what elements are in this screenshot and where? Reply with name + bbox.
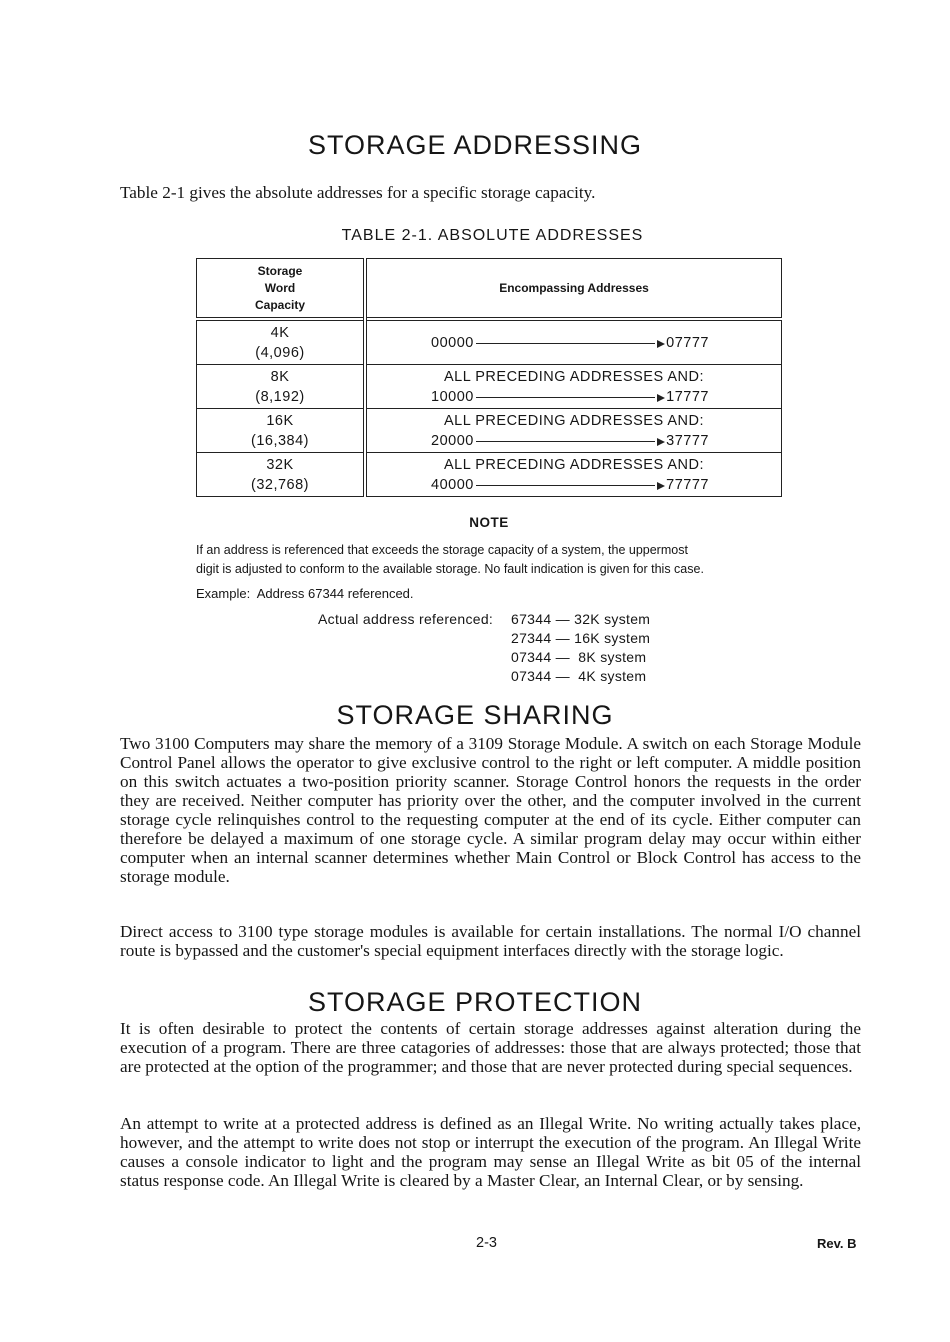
table-header-row bbox=[197, 259, 782, 320]
range-start: 00000 bbox=[431, 334, 474, 351]
capacity-cell bbox=[197, 365, 366, 409]
capacity-cell bbox=[197, 453, 366, 497]
table-caption: TABLE 2-1. ABSOLUTE ADDRESSES bbox=[341, 227, 644, 244]
note-line-2: digit is adjusted to conform to the available storage. No fault indication is given for this case. bbox=[196, 562, 704, 576]
note-line-1: If an address is referenced that exceeds the storage capacity of a system, the uppermost bbox=[196, 543, 688, 557]
actual-address-label: Actual address referenced: bbox=[318, 611, 494, 627]
note-heading: NOTE bbox=[469, 515, 509, 530]
capacity-words: (32,768) bbox=[250, 476, 309, 493]
sharing-paragraph-2: Direct access to 3100 type storage modules is available for certain installations. The normal I/O channel route is bypassed and the customer's special equipment interfaces directly with the storage logic. bbox=[120, 922, 861, 960]
range-end: 17777 bbox=[666, 388, 709, 405]
capacity-value: 16K bbox=[266, 412, 294, 429]
range-start: 10000 bbox=[431, 388, 474, 405]
table-row bbox=[197, 365, 782, 409]
section-title-storage-protection: STORAGE PROTECTION bbox=[307, 987, 643, 1017]
protection-paragraph-2: An attempt to write at a protected address is defined as an Illegal Write. No writing actually takes place, however, and the attempt to write does not stop or interrupt the execution of the program. An Illegal Write causes a console indicator to light and the program may sense an Illegal Write as bit 05 of the internal status response code. An Illegal Write is cleared by a Master Clear, an Internal Clear, or by sensing. bbox=[120, 1114, 861, 1190]
example-8k: 07344 — 8K system bbox=[511, 649, 647, 665]
preceding-note: ALL PRECEDING ADDRESSES AND: bbox=[443, 368, 705, 385]
capacity-value: 8K bbox=[270, 368, 290, 385]
sharing-paragraph-1: Two 3100 Computers may share the memory of a 3109 Storage Module. A switch on each Storage Module Control Panel allows the operator to give exclusive control to the right or left computer. A middle position on this switch actuates a two-position priority scanner. Storage Control honors the requests in the order they are received. Neither computer has priority over the other, and the computer involved in the current storage cycle relinquishes control to the requesting computer at the end of its cycle. Either computer can therefore be delayed a maximum of one storage cycle. A similar program delay may occur within either computer when an internal scanner determines whether Main Control or Block Control has access to the storage module. bbox=[120, 734, 861, 886]
header-capacity-line-2: Word bbox=[264, 280, 296, 295]
capacity-words: (4,096) bbox=[255, 344, 305, 361]
range-end: 37777 bbox=[666, 432, 709, 449]
capacity-cell bbox=[197, 409, 366, 453]
range-start: 20000 bbox=[431, 432, 474, 449]
section-title-storage-addressing: STORAGE ADDRESSING bbox=[307, 130, 643, 160]
range-start: 40000 bbox=[431, 476, 474, 493]
addressing-intro: Table 2-1 gives the absolute addresses for a specific storage capacity. bbox=[120, 183, 596, 202]
arrow-right-icon bbox=[657, 438, 665, 446]
header-storage-capacity bbox=[197, 259, 366, 320]
note-example: Example: Address 67344 referenced. bbox=[196, 586, 414, 601]
protection-paragraph-1: It is often desirable to protect the contents of certain storage addresses against alteration during the execution of a program. There are three catagories of addresses: those that are always protected; those that are protected at the option of the programmer; and those that are never protected during special sequences. bbox=[120, 1019, 861, 1076]
range-line bbox=[476, 485, 655, 486]
absolute-addresses-table bbox=[196, 258, 782, 497]
header-capacity-line-3: Capacity bbox=[254, 297, 306, 312]
range-line bbox=[476, 441, 655, 442]
capacity-value: 32K bbox=[266, 456, 294, 473]
range-end: 77777 bbox=[666, 476, 709, 493]
address-cell bbox=[365, 409, 782, 453]
table-row bbox=[197, 453, 782, 497]
page-number: 2-3 bbox=[476, 1235, 497, 1251]
capacity-words: (8,192) bbox=[255, 388, 305, 405]
address-cell bbox=[365, 365, 782, 409]
arrow-right-icon bbox=[657, 482, 665, 490]
example-32k: 67344 — 32K system bbox=[511, 611, 651, 627]
address-cell bbox=[365, 319, 782, 365]
arrow-right-icon bbox=[657, 394, 665, 402]
arrow-right-icon bbox=[657, 340, 665, 348]
table-row bbox=[197, 319, 782, 365]
example-4k: 07344 — 4K system bbox=[511, 668, 647, 684]
address-range bbox=[367, 387, 781, 407]
range-line bbox=[476, 397, 655, 398]
revision-label: Rev. B bbox=[817, 1236, 857, 1251]
preceding-note: ALL PRECEDING ADDRESSES AND: bbox=[443, 412, 705, 429]
capacity-words: (16,384) bbox=[250, 432, 309, 449]
table-row bbox=[197, 409, 782, 453]
address-range bbox=[367, 333, 781, 353]
preceding-note: ALL PRECEDING ADDRESSES AND: bbox=[443, 456, 705, 473]
header-capacity-line-1: Storage bbox=[257, 263, 303, 278]
capacity-cell bbox=[197, 319, 366, 365]
section-title-storage-sharing: STORAGE SHARING bbox=[336, 700, 614, 730]
address-range bbox=[367, 475, 781, 495]
example-16k: 27344 — 16K system bbox=[511, 630, 651, 646]
header-encompassing-addresses: Encompassing Addresses bbox=[365, 259, 782, 320]
capacity-value: 4K bbox=[270, 324, 290, 341]
range-line bbox=[476, 343, 655, 344]
address-range bbox=[367, 431, 781, 451]
range-end: 07777 bbox=[666, 334, 709, 351]
address-cell bbox=[365, 453, 782, 497]
